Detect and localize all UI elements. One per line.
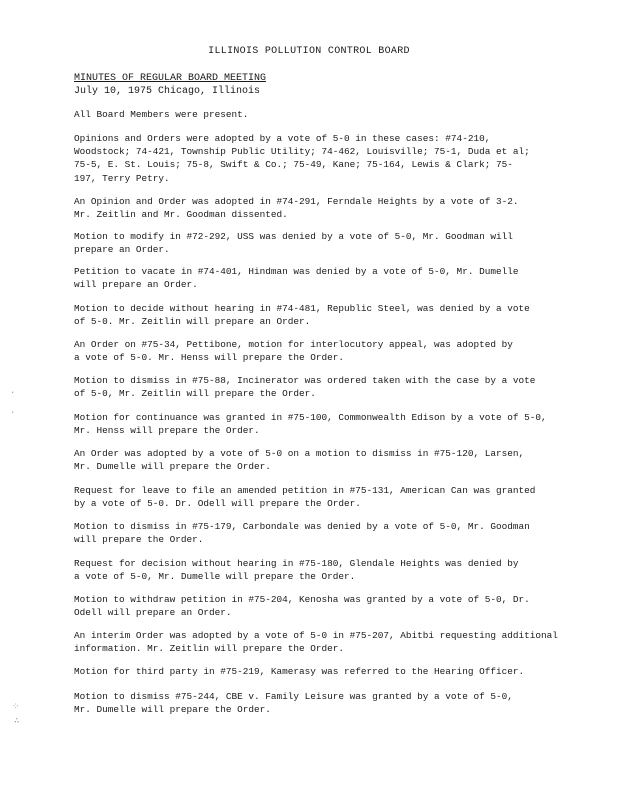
- minutes-paragraph: [74, 411, 599, 437]
- board-title: ILLINOIS POLLUTION CONTROL BOARD: [208, 46, 410, 57]
- text-line: information. Mr. Zeitlin will prepare the Order.: [74, 643, 345, 655]
- text-line: Mr. Dumelle will prepare the Order.: [74, 461, 271, 473]
- text-line: All Board Members were present.: [74, 109, 249, 120]
- text-line: Motion to withdraw petition in #75-204, Kenosha was granted by a vote of 5-0, Dr.: [74, 594, 530, 605]
- text-line: prepare an Order.: [74, 244, 170, 256]
- text-line: Request for leave to file an amended petition in #75-131, American Can was granted: [74, 485, 536, 496]
- minutes-paragraph: [74, 629, 599, 655]
- minutes-paragraph: [74, 374, 599, 400]
- text-line: Motion to dismiss #75-244, CBE v. Family Leisure was granted by a vote of 5-0,: [74, 691, 513, 702]
- minutes-paragraph: [74, 265, 599, 291]
- minutes-paragraph: [74, 484, 599, 510]
- scan-speck: ·: [10, 408, 16, 418]
- text-line: An Order on #75-34, Pettibone, motion for interlocutory appeal, was adopted by: [74, 339, 513, 350]
- minutes-paragraph: [74, 338, 599, 364]
- text-line: a vote of 5-0, Mr. Dumelle will prepare the Order.: [74, 571, 356, 583]
- scan-speck: ·: [10, 388, 16, 398]
- minutes-paragraph: [74, 447, 599, 473]
- text-line: Odell will prepare an Order.: [74, 607, 232, 619]
- minutes-paragraph: [74, 557, 599, 583]
- minutes-paragraph: [74, 195, 599, 221]
- text-line: Motion for third party in #75-219, Kamerasy was referred to the Hearing Officer.: [74, 666, 525, 677]
- minutes-paragraph: [74, 108, 599, 121]
- minutes-paragraph: [74, 593, 599, 619]
- text-line: An interim Order was adopted by a vote of 5-0 in #75-207, Abitbi requesting additional: [74, 630, 558, 641]
- minutes-paragraph: [74, 132, 599, 185]
- text-line: will prepare an Order.: [74, 279, 198, 291]
- text-line: Mr. Zeitlin and Mr. Goodman dissented.: [74, 209, 288, 221]
- text-line: 197, Terry Petry.: [74, 172, 170, 184]
- text-line: Mr. Dumelle will prepare the Order.: [74, 704, 271, 716]
- text-line: Opinions and Orders were adopted by a vote of 5-0 in these cases: #74-210,: [74, 133, 491, 144]
- text-line: An Opinion and Order was adopted in #74-291, Ferndale Heights by a vote of 3-2.: [74, 196, 519, 207]
- text-line: Motion to modify in #72-292, USS was denied by a vote of 5-0, Mr. Goodman will: [74, 231, 513, 242]
- minutes-paragraph: [74, 665, 599, 678]
- text-line: 75-5, E. St. Louis; 75-8, Swift & Co.; 75-49, Kane; 75-164, Lewis & Clark; 75-: [74, 159, 513, 171]
- text-line: Motion to decide without hearing in #74-481, Republic Steel, was denied by a vote: [74, 303, 530, 314]
- meeting-heading: [74, 72, 266, 98]
- text-line: Woodstock; 74-421, Township Public Utility; 74-462, Louisville; 75-1, Duda et al;: [74, 146, 530, 158]
- text-line: of 5-0, Mr. Zeitlin will prepare the Order.: [74, 388, 316, 400]
- scan-speck: ∴: [14, 716, 20, 726]
- text-line: Mr. Henss will prepare the Order.: [74, 425, 260, 437]
- minutes-paragraph: [74, 230, 599, 256]
- text-line: Motion to dismiss in #75-88, Incinerator was ordered taken with the case by a vote: [74, 375, 536, 386]
- text-line: will prepare the Order.: [74, 534, 204, 546]
- scan-speck: ⁘: [12, 702, 20, 712]
- text-line: Petition to vacate in #74-401, Hindman was denied by a vote of 5-0, Mr. Dumelle: [74, 266, 519, 277]
- meeting-date: July 10, 1975 Chicago, Illinois: [74, 86, 261, 97]
- text-line: a vote of 5-0. Mr. Henss will prepare the Order.: [74, 352, 345, 364]
- minutes-paragraph: [74, 690, 599, 716]
- text-line: Motion to dismiss in #75-179, Carbondale was denied by a vote of 5-0, Mr. Goodman: [74, 521, 530, 532]
- meeting-title: MINUTES OF REGULAR BOARD MEETING: [74, 73, 267, 84]
- text-line: Motion for continuance was granted in #75-100, Commonwealth Edison by a vote of 5-0,: [74, 412, 547, 423]
- text-line: by a vote of 5-0. Dr. Odell will prepare the Order.: [74, 498, 361, 510]
- text-line: An Order was adopted by a vote of 5-0 on a motion to dismiss in #75-120, Larsen,: [74, 448, 525, 459]
- minutes-paragraph: [74, 302, 599, 328]
- text-line: of 5-0. Mr. Zeitlin will prepare an Order.: [74, 316, 311, 328]
- minutes-paragraph: [74, 520, 599, 546]
- text-line: Request for decision without hearing in #75-180, Glendale Heights was denied by: [74, 558, 519, 569]
